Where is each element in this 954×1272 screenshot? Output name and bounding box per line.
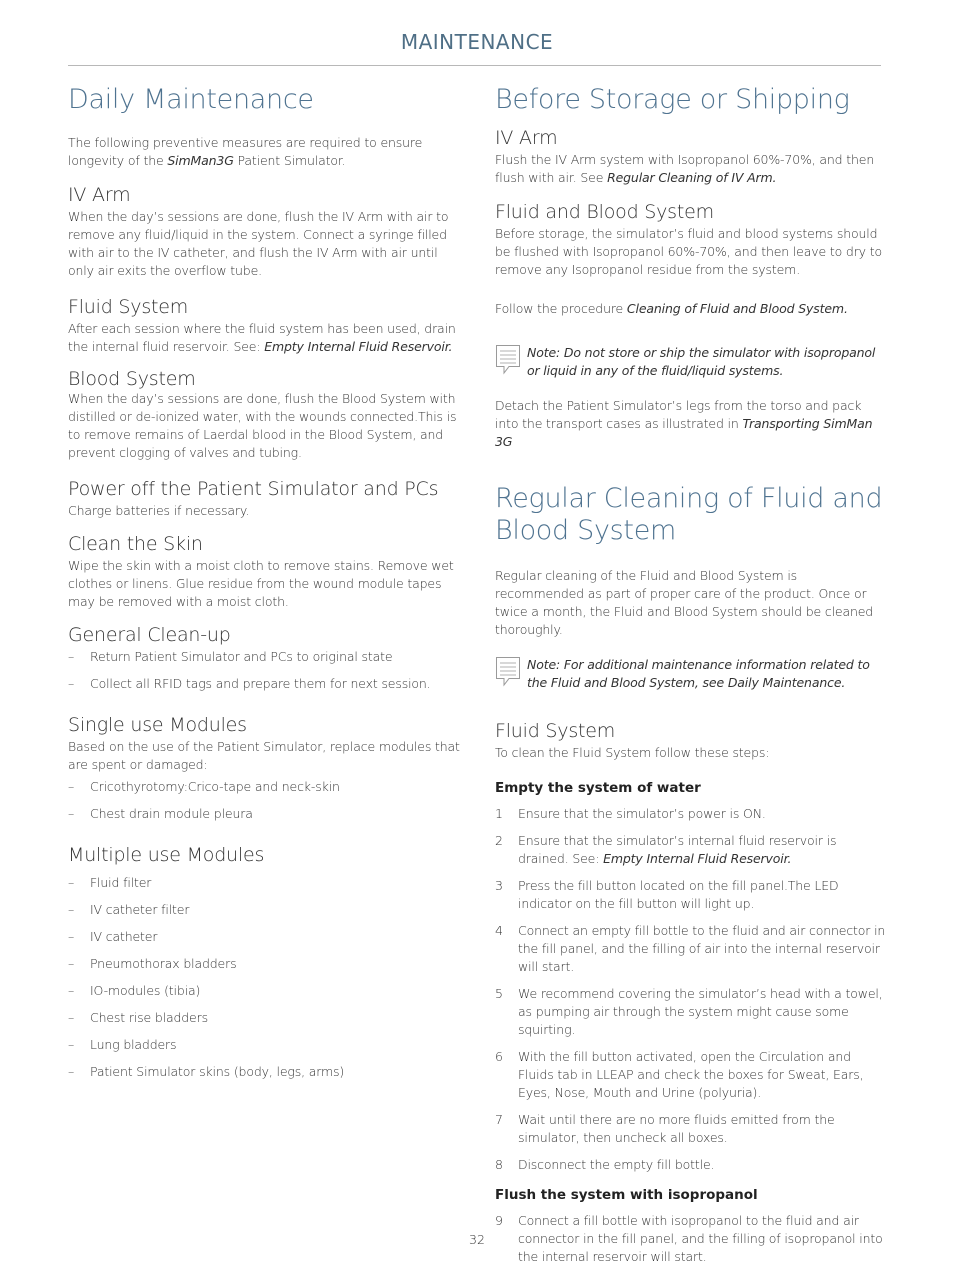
section-header: MAINTENANCE bbox=[400, 30, 554, 54]
note-icon bbox=[495, 344, 521, 376]
general-cleanup-title: General Clean-up bbox=[68, 624, 231, 646]
storage-iv-arm-body: Flush the IV Arm system with Isopropanol 60%-70%, and then flush with air. See Regular Cleaning of IV Arm. bbox=[495, 152, 875, 185]
note-text: Note: For additional maintenance information related to the Fluid and Blood System, see Daily Maintenance. bbox=[527, 657, 870, 690]
single-use-title: Single use Modules bbox=[68, 714, 247, 736]
list-item: – Collect all RFID tags and prepare them for next session. bbox=[68, 675, 460, 693]
list-item: – IV catheter bbox=[68, 928, 460, 946]
fluid-blood-title: Fluid and Blood System bbox=[495, 201, 714, 223]
right-column bbox=[495, 84, 887, 1266]
regular-cleaning-title: Regular Cleaning of Fluid and Blood System bbox=[495, 483, 883, 546]
header-rule bbox=[68, 65, 881, 66]
cleaning-fluid-intro: To clean the Fluid System follow these steps: bbox=[495, 745, 770, 760]
blood-system-title: Blood System bbox=[68, 368, 196, 390]
power-off-body: Charge batteries if necessary. bbox=[68, 503, 250, 518]
note-text: Note: Do not store or ship the simulator with isopropanol or liquid in any of the fluid/liquid systems. bbox=[527, 345, 876, 378]
step-item: 2 Ensure that the simulator’s internal fluid reservoir is drained. See: Empty Internal Fluid Reservoir. bbox=[495, 833, 837, 866]
regular-cleaning-body: Regular cleaning of the Fluid and Blood System is recommended as part of proper care of the product. Once or twice a month, the Fluid and Blood System should be cleaned thoroughly. bbox=[495, 568, 874, 637]
list-item: – Lung bladders bbox=[68, 1036, 460, 1054]
power-off-title: Power off the Patient Simulator and PCs bbox=[68, 478, 439, 500]
storage-shipping-title: Before Storage or Shipping bbox=[495, 84, 850, 115]
left-column bbox=[68, 84, 460, 1081]
step-item: 4 Connect an empty fill bottle to the fluid and air connector in the fill panel, and the filling of air into the internal reservoir will start. bbox=[495, 923, 886, 974]
clean-skin-title: Clean the Skin bbox=[68, 533, 203, 555]
cleaning-note bbox=[495, 656, 887, 692]
flush-system-heading: Flush the system with isopropanol bbox=[495, 1187, 758, 1203]
list-item: – Chest rise bladders bbox=[68, 1009, 460, 1027]
clean-skin-body: Wipe the skin with a moist cloth to remove stains. Remove wet clothes or linens. Glue residue from the wound module tapes may be removed with a moist cloth. bbox=[68, 558, 454, 609]
empty-steps-list bbox=[495, 805, 887, 1174]
list-item: – IV catheter filter bbox=[68, 901, 460, 919]
list-item: – Fluid filter bbox=[68, 874, 460, 892]
note-icon bbox=[495, 656, 521, 688]
single-use-body: Based on the use of the Patient Simulator, replace modules that are spent or damaged: bbox=[68, 739, 460, 772]
fluid-system-title: Fluid System bbox=[68, 296, 189, 318]
step-item: 3 Press the fill button located on the fill panel.The LED indicator on the fill button will light up. bbox=[495, 878, 839, 911]
follow-procedure: Follow the procedure Cleaning of Fluid and Blood System. bbox=[495, 301, 848, 316]
fluid-blood-body: Before storage, the simulator’s fluid and blood systems should be flushed with Isopropanol 60%-70%, and then leave to dry to remove any Isopropanol residue from the system. bbox=[495, 226, 882, 277]
fluid-system-body: After each session where the fluid system has been used, drain the internal fluid reservoir. See: Empty Internal Fluid Reservoir. bbox=[68, 321, 456, 354]
step-item: 8 Disconnect the empty fill bottle. bbox=[495, 1157, 715, 1172]
list-item: – Pneumothorax bladders bbox=[68, 955, 460, 973]
cleaning-fluid-system-title: Fluid System bbox=[495, 720, 616, 742]
step-item: 7 Wait until there are no more fluids emitted from the simulator, then uncheck all boxes. bbox=[495, 1112, 835, 1145]
list-item: – Return Patient Simulator and PCs to original state bbox=[68, 648, 460, 666]
page-number: 32 bbox=[469, 1232, 485, 1247]
empty-system-heading: Empty the system of water bbox=[495, 780, 701, 796]
list-item: – Chest drain module pleura bbox=[68, 805, 460, 823]
step-item: 6 With the fill button activated, open the Circulation and Fluids tab in LLEAP and check the boxes for Sweat, Ears, Eyes, Nose, Mouth and Urine (polyuria). bbox=[495, 1049, 864, 1100]
storage-note bbox=[495, 344, 887, 380]
storage-iv-arm-title: IV Arm bbox=[495, 127, 558, 149]
list-item: – IO-modules (tibia) bbox=[68, 982, 460, 1000]
general-cleanup-list bbox=[68, 648, 460, 693]
list-item: – Patient Simulator skins (body, legs, arms) bbox=[68, 1063, 460, 1081]
detach-body: Detach the Patient Simulator’s legs from the torso and pack into the transport cases as illustrated in Transporting SimMan 3G bbox=[495, 398, 873, 449]
daily-intro: The following preventive measures are required to ensure longevity of the SimMan3G Patient Simulator. bbox=[68, 135, 423, 168]
step-item: 1 Ensure that the simulator’s power is ON. bbox=[495, 806, 766, 821]
single-use-list bbox=[68, 778, 460, 823]
daily-maintenance-title: Daily Maintenance bbox=[68, 84, 314, 115]
multiple-use-list bbox=[68, 874, 460, 1081]
iv-arm-title: IV Arm bbox=[68, 184, 131, 206]
step-item: 5 We recommend covering the simulator’s head with a towel, as pumping air through the system might cause some squirting. bbox=[495, 986, 883, 1037]
blood-system-body: When the day’s sessions are done, flush the Blood System with distilled or de-ionized water, with the wounds connected.This is to remove remains of Laerdal blood in the Blood System, and prevent clogging of valves and tubing. bbox=[68, 391, 457, 460]
step-item: 9 Connect a fill bottle with isopropanol to the fluid and air connector in the fill panel, and the filling of isopropanol into the internal reservoir will start. bbox=[495, 1213, 883, 1264]
multiple-use-title: Multiple use Modules bbox=[68, 844, 265, 866]
iv-arm-body: When the day’s sessions are done, flush the IV Arm with air to remove any fluid/liquid in the system. Connect a syringe filled with air to the IV catheter, and flush the IV Arm with air until only air exits the overflow tube. bbox=[68, 209, 449, 278]
list-item: – Cricothyrotomy:Crico-tape and neck-skin bbox=[68, 778, 460, 796]
